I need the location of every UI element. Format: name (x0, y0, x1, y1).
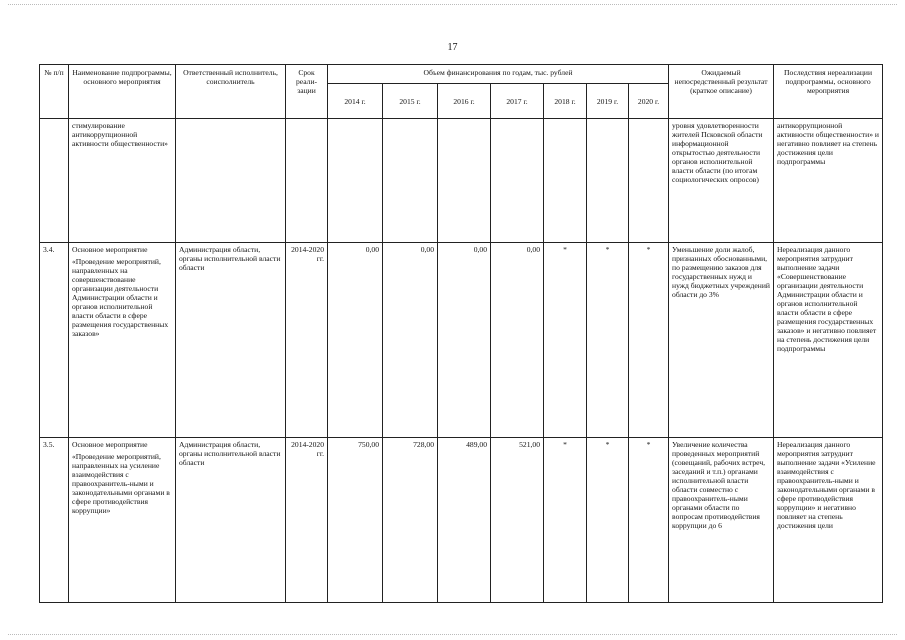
row-value (491, 119, 544, 243)
row-consequences: антикоррупционной активности общественности» и негативно повлияет на степень достижения цели подпрограммы (774, 119, 883, 243)
header-year: 2019 г. (587, 84, 629, 119)
row-value: * (629, 438, 669, 603)
row-value: 728,00 (383, 438, 438, 603)
row-term: 2014-2020 гг. (286, 243, 328, 438)
row-term: 2014-2020 гг. (286, 438, 328, 603)
header-result: Ожидаемый непосредственный результат (краткое описание) (669, 65, 774, 119)
program-table (39, 64, 883, 603)
row-value: * (587, 438, 629, 603)
row-num: 3.4. (40, 243, 69, 438)
table-row (40, 438, 883, 603)
row-value: * (587, 243, 629, 438)
row-name-subtext: «Проведение мероприятий, направленных на усиление взаимодействия с правоохранитель-ными и законодательными органами в сфере противодействия коррупции» (72, 452, 170, 515)
table-row (40, 243, 883, 438)
row-name (69, 119, 176, 243)
row-value: * (544, 243, 587, 438)
row-value: 0,00 (438, 243, 491, 438)
header-responsible: Ответственный исполнитель, соисполнитель (176, 65, 286, 119)
row-result: Уменьшение доли жалоб, признанных обоснованными, по размещению заказов для государственных нужд и нужд бюджетных учреждений области до 3% (669, 243, 774, 438)
bottom-border (8, 634, 897, 635)
row-value: 489,00 (438, 438, 491, 603)
row-name-text: Основное мероприятие (72, 245, 148, 254)
header-num: № п/п (40, 65, 69, 119)
row-num: 3.5. (40, 438, 69, 603)
row-term (286, 119, 328, 243)
page-number: 17 (447, 42, 458, 53)
row-name (69, 243, 176, 438)
row-responsible: Администрация области, органы исполнительной власти области (176, 243, 286, 438)
row-consequences: Нереализация данного мероприятия затруднит выполнение задачи «Усиление взаимодействия с правоохранитель-ными и законодательными органами в сфере противодействия коррупции» и негативно повлияет на степень достижения цели (774, 438, 883, 603)
row-value (438, 119, 491, 243)
row-result: Увеличение количества проведенных мероприятий (совещаний, рабочих встреч, заседаний и т.п.) органами исполнительной власти области совместно с правоохранитель-ными органами области по вопросам противодействия коррупции до 6 (669, 438, 774, 603)
row-value: * (544, 438, 587, 603)
row-name-text: стимулирование антикоррупционной активности общественности» (72, 121, 168, 148)
table-row (40, 119, 883, 243)
header-year: 2017 г. (491, 84, 544, 119)
header-year: 2014 г. (328, 84, 383, 119)
row-name-text: Основное мероприятие (72, 440, 148, 449)
row-value (629, 119, 669, 243)
row-value (587, 119, 629, 243)
header-name: Наименование подпрограммы, основного мероприятия (69, 65, 176, 119)
row-value: 750,00 (328, 438, 383, 603)
row-num (40, 119, 69, 243)
row-consequences: Нереализация данного мероприятия затруднит выполнение задачи «Совершенствование организации деятельности Администрации области и органов исполнительной власти области в сфере размещения государственных заказов» и негативно повлияет на степень достижения цели подпрограммы (774, 243, 883, 438)
header-consequences: Последствия нереализации подпрограммы, основного мероприятия (774, 65, 883, 119)
row-value: 0,00 (328, 243, 383, 438)
row-value (544, 119, 587, 243)
header-year: 2015 г. (383, 84, 438, 119)
row-value: * (629, 243, 669, 438)
header-year: 2020 г. (629, 84, 669, 119)
row-value: 0,00 (383, 243, 438, 438)
row-name (69, 438, 176, 603)
row-result: уровня удовлетворенности жителей Псковской области информационной открытостью деятельности органов исполнительной власти области (по итогам социологических опросов) (669, 119, 774, 243)
header-year: 2016 г. (438, 84, 491, 119)
header-row (40, 65, 883, 84)
row-value: 521,00 (491, 438, 544, 603)
row-name-subtext: «Проведение мероприятий, направленных на совершенствование организации деятельности Администрации области и органов исполнительной власти области в сфере размещения государственных заказов» (72, 257, 169, 338)
top-border (8, 4, 897, 5)
header-year: 2018 г. (544, 84, 587, 119)
row-responsible (176, 119, 286, 243)
row-value: 0,00 (491, 243, 544, 438)
row-value (383, 119, 438, 243)
header-funding: Объем финансирования по годам, тыс. рублей (328, 65, 669, 84)
header-term: Срок реали-зации (286, 65, 328, 119)
row-responsible: Администрация области, органы исполнительной власти области (176, 438, 286, 603)
row-value (328, 119, 383, 243)
